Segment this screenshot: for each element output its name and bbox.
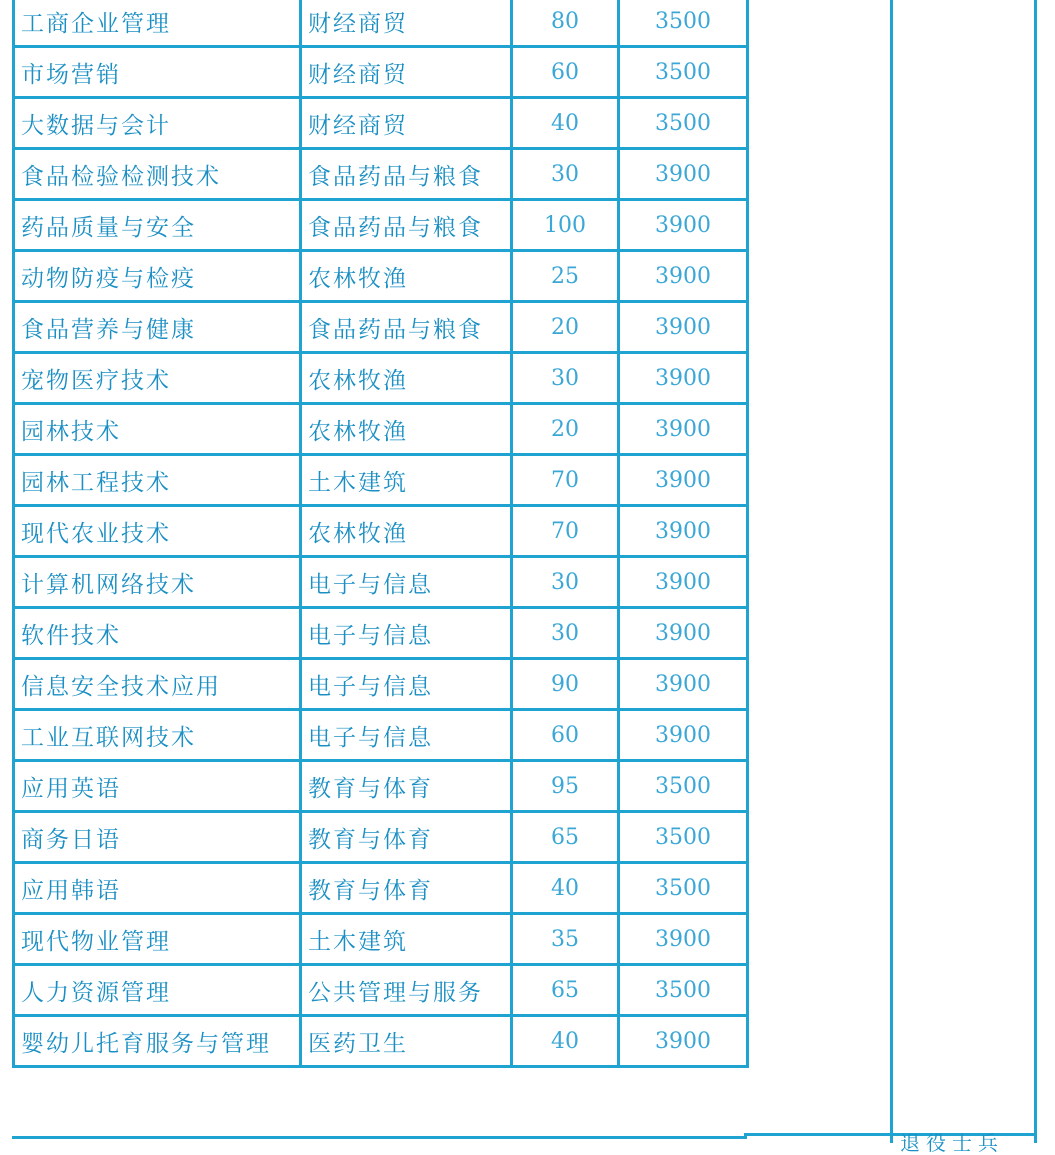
merged-column-border bbox=[1034, 0, 1037, 1143]
tuition-cell[interactable]: 3900 bbox=[619, 710, 748, 761]
major-cell[interactable]: 软件技术 bbox=[14, 608, 301, 659]
table-row bbox=[14, 251, 748, 302]
tuition-cell[interactable]: 3900 bbox=[619, 404, 748, 455]
merged-column-border bbox=[890, 0, 893, 1143]
major-cell[interactable]: 计算机网络技术 bbox=[14, 557, 301, 608]
category-cell[interactable]: 教育与体育 bbox=[301, 761, 512, 812]
plan-count-cell[interactable]: 90 bbox=[512, 659, 619, 710]
tuition-cell[interactable]: 3900 bbox=[619, 1016, 748, 1067]
plan-count-cell[interactable]: 25 bbox=[512, 251, 619, 302]
category-cell[interactable]: 食品药品与粮食 bbox=[301, 302, 512, 353]
tuition-cell[interactable]: 3500 bbox=[619, 863, 748, 914]
category-cell[interactable]: 电子与信息 bbox=[301, 710, 512, 761]
plan-count-cell[interactable]: 65 bbox=[512, 965, 619, 1016]
enrollment-table bbox=[12, 0, 749, 1068]
category-cell[interactable]: 食品药品与粮食 bbox=[301, 200, 512, 251]
category-cell[interactable]: 农林牧渔 bbox=[301, 506, 512, 557]
table-row bbox=[14, 47, 748, 98]
plan-count-cell[interactable]: 70 bbox=[512, 506, 619, 557]
plan-count-cell[interactable]: 40 bbox=[512, 863, 619, 914]
tuition-cell[interactable]: 3900 bbox=[619, 200, 748, 251]
major-cell[interactable]: 信息安全技术应用 bbox=[14, 659, 301, 710]
plan-count-cell[interactable]: 30 bbox=[512, 608, 619, 659]
tuition-cell[interactable]: 3900 bbox=[619, 914, 748, 965]
plan-count-cell[interactable]: 30 bbox=[512, 149, 619, 200]
tuition-cell[interactable]: 3900 bbox=[619, 149, 748, 200]
tuition-cell[interactable]: 3500 bbox=[619, 98, 748, 149]
category-cell[interactable]: 教育与体育 bbox=[301, 863, 512, 914]
table-row bbox=[14, 200, 748, 251]
category-cell[interactable]: 公共管理与服务 bbox=[301, 965, 512, 1016]
major-cell[interactable]: 商务日语 bbox=[14, 812, 301, 863]
category-cell[interactable]: 电子与信息 bbox=[301, 557, 512, 608]
tuition-cell[interactable]: 3900 bbox=[619, 659, 748, 710]
category-cell[interactable]: 财经商贸 bbox=[301, 47, 512, 98]
table-row bbox=[14, 965, 748, 1016]
table-row bbox=[14, 353, 748, 404]
plan-count-cell[interactable]: 80 bbox=[512, 0, 619, 47]
tuition-cell[interactable]: 3900 bbox=[619, 353, 748, 404]
table-row bbox=[14, 149, 748, 200]
category-cell[interactable]: 食品药品与粮食 bbox=[301, 149, 512, 200]
category-cell[interactable]: 农林牧渔 bbox=[301, 353, 512, 404]
table-row bbox=[14, 710, 748, 761]
major-cell[interactable]: 现代物业管理 bbox=[14, 914, 301, 965]
category-cell[interactable]: 土木建筑 bbox=[301, 914, 512, 965]
tuition-cell[interactable]: 3900 bbox=[619, 251, 748, 302]
plan-count-cell[interactable]: 35 bbox=[512, 914, 619, 965]
plan-count-cell[interactable]: 95 bbox=[512, 761, 619, 812]
table-row bbox=[14, 98, 748, 149]
table-row bbox=[14, 302, 748, 353]
plan-count-cell[interactable]: 70 bbox=[512, 455, 619, 506]
major-cell[interactable]: 婴幼儿托育服务与管理 bbox=[14, 1016, 301, 1067]
plan-count-cell[interactable]: 40 bbox=[512, 98, 619, 149]
tuition-cell[interactable]: 3900 bbox=[619, 455, 748, 506]
table-row bbox=[14, 608, 748, 659]
table-row bbox=[14, 761, 748, 812]
table-row bbox=[14, 557, 748, 608]
category-cell[interactable]: 电子与信息 bbox=[301, 659, 512, 710]
category-cell[interactable]: 医药卫生 bbox=[301, 1016, 512, 1067]
table-row bbox=[14, 1016, 748, 1067]
major-cell[interactable]: 药品质量与安全 bbox=[14, 200, 301, 251]
table-row bbox=[14, 812, 748, 863]
category-cell[interactable]: 电子与信息 bbox=[301, 608, 512, 659]
table-row bbox=[14, 914, 748, 965]
major-cell[interactable]: 园林技术 bbox=[14, 404, 301, 455]
table-row bbox=[14, 404, 748, 455]
row-divider bbox=[12, 1136, 747, 1139]
major-cell[interactable]: 现代农业技术 bbox=[14, 506, 301, 557]
tuition-cell[interactable]: 3500 bbox=[619, 812, 748, 863]
category-cell[interactable]: 教育与体育 bbox=[301, 812, 512, 863]
major-cell[interactable]: 大数据与会计 bbox=[14, 98, 301, 149]
major-cell[interactable]: 食品营养与健康 bbox=[14, 302, 301, 353]
category-cell[interactable]: 土木建筑 bbox=[301, 455, 512, 506]
major-cell[interactable]: 食品检验检测技术 bbox=[14, 149, 301, 200]
major-cell[interactable]: 工商企业管理 bbox=[14, 0, 301, 47]
table-row bbox=[14, 0, 748, 47]
category-cell[interactable]: 农林牧渔 bbox=[301, 251, 512, 302]
table-row bbox=[14, 659, 748, 710]
table-row bbox=[14, 863, 748, 914]
plan-count-cell[interactable]: 60 bbox=[512, 710, 619, 761]
plan-count-cell[interactable]: 20 bbox=[512, 302, 619, 353]
tuition-cell[interactable]: 3900 bbox=[619, 302, 748, 353]
table-row bbox=[14, 506, 748, 557]
tuition-cell[interactable]: 3500 bbox=[619, 761, 748, 812]
major-cell[interactable]: 宠物医疗技术 bbox=[14, 353, 301, 404]
category-cell[interactable]: 财经商贸 bbox=[301, 98, 512, 149]
plan-count-cell[interactable]: 60 bbox=[512, 47, 619, 98]
major-cell[interactable]: 园林工程技术 bbox=[14, 455, 301, 506]
table-row bbox=[14, 455, 748, 506]
tuition-cell[interactable]: 3900 bbox=[619, 557, 748, 608]
cut-off-cell-text: 退役士兵 bbox=[900, 1131, 1004, 1155]
category-cell[interactable]: 农林牧渔 bbox=[301, 404, 512, 455]
plan-count-cell[interactable]: 20 bbox=[512, 404, 619, 455]
plan-count-cell[interactable]: 30 bbox=[512, 353, 619, 404]
major-cell[interactable]: 应用英语 bbox=[14, 761, 301, 812]
tuition-cell[interactable]: 3500 bbox=[619, 0, 748, 47]
plan-count-cell[interactable]: 100 bbox=[512, 200, 619, 251]
major-cell[interactable]: 市场营销 bbox=[14, 47, 301, 98]
category-cell[interactable]: 财经商贸 bbox=[301, 0, 512, 47]
major-cell[interactable]: 应用韩语 bbox=[14, 863, 301, 914]
major-cell[interactable]: 动物防疫与检疫 bbox=[14, 251, 301, 302]
tuition-cell[interactable]: 3900 bbox=[619, 506, 748, 557]
major-cell[interactable]: 工业互联网技术 bbox=[14, 710, 301, 761]
tuition-cell[interactable]: 3900 bbox=[619, 608, 748, 659]
major-cell[interactable]: 人力资源管理 bbox=[14, 965, 301, 1016]
tuition-cell[interactable]: 3500 bbox=[619, 47, 748, 98]
tuition-cell[interactable]: 3500 bbox=[619, 965, 748, 1016]
plan-count-cell[interactable]: 65 bbox=[512, 812, 619, 863]
plan-count-cell[interactable]: 30 bbox=[512, 557, 619, 608]
plan-count-cell[interactable]: 40 bbox=[512, 1016, 619, 1067]
